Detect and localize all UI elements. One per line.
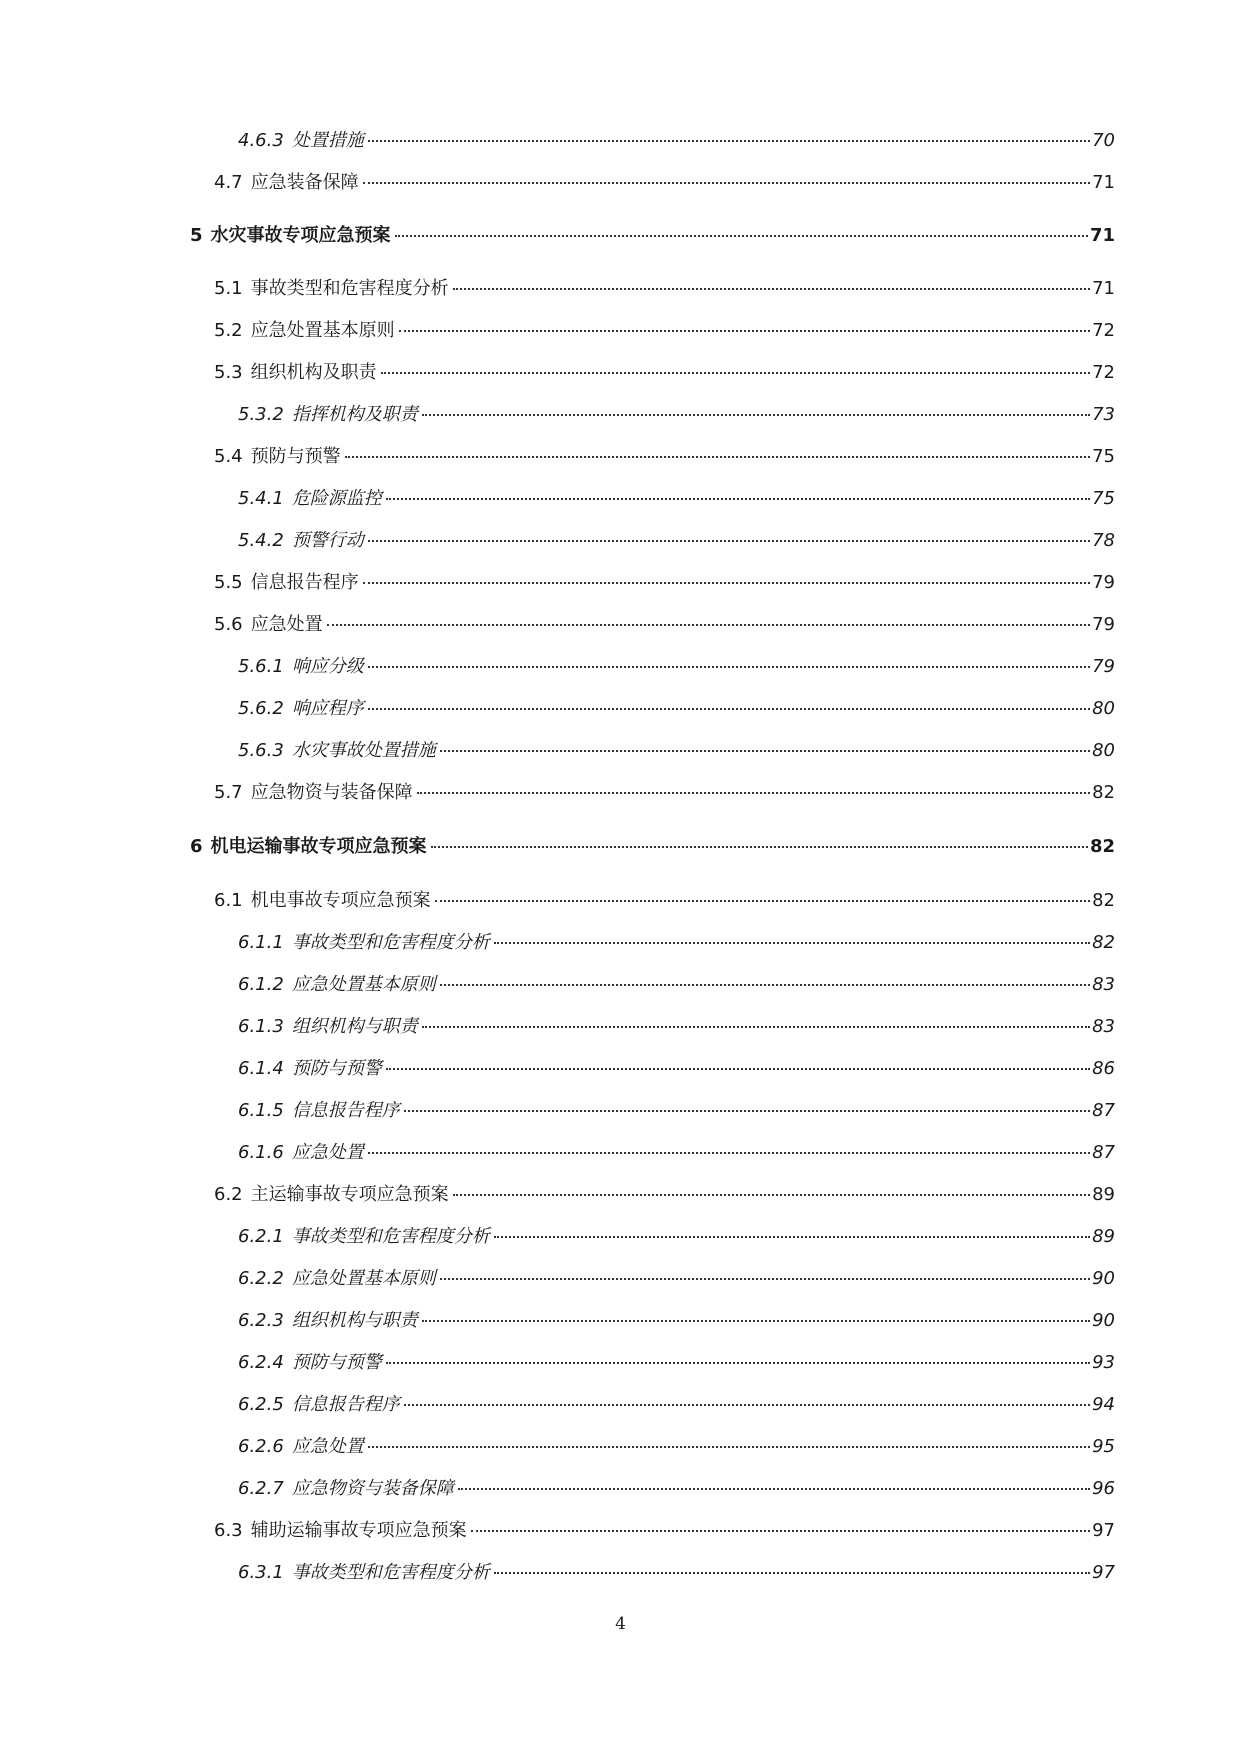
- toc-entry-title: 应急处置: [250, 614, 323, 635]
- toc-entry-number: 6.1.3: [238, 1016, 284, 1037]
- toc-entry-page: 72: [1092, 362, 1115, 383]
- toc-subsection-entry[interactable]: [238, 126, 1115, 156]
- toc-entry-page: 79: [1092, 572, 1115, 593]
- toc-entry-title: 事故类型和危害程度分析: [250, 278, 449, 299]
- toc-entry-number: 6.1.1: [238, 932, 284, 953]
- toc-section-entry[interactable]: [214, 1516, 1115, 1546]
- toc-subsection-entry[interactable]: [238, 1096, 1115, 1126]
- toc-entry-page: 87: [1092, 1142, 1115, 1163]
- toc-entry-title: 应急处置基本原则: [291, 974, 436, 995]
- toc-entry-number: 5.4.1: [238, 488, 284, 509]
- toc-entry-number: 6.1.4: [238, 1058, 284, 1079]
- toc-entry-page: 73: [1092, 404, 1115, 425]
- toc-entry-number: 5.5: [214, 572, 243, 593]
- toc-entry-page: 75: [1092, 446, 1115, 467]
- toc-section-entry[interactable]: [214, 778, 1115, 808]
- toc-entry-number: 6.2.2: [238, 1268, 284, 1289]
- toc-entry-number: 6.3: [214, 1520, 243, 1541]
- toc-dot-leader: [327, 623, 1090, 626]
- toc-dot-leader: [386, 1067, 1090, 1070]
- toc-entry-page: 97: [1092, 1520, 1115, 1541]
- toc-subsection-entry[interactable]: [238, 400, 1115, 430]
- toc-entry-number: 5.6.3: [238, 740, 284, 761]
- toc-entry-number: 6.3.1: [238, 1562, 284, 1583]
- toc-dot-leader: [368, 665, 1090, 668]
- toc-entry-number: 6.2.4: [238, 1352, 284, 1373]
- toc-entry-title: 辅助运输事故专项应急预案: [250, 1520, 467, 1541]
- toc-entry-number: 6.2.1: [238, 1226, 284, 1247]
- toc-entry-page: 82: [1092, 782, 1115, 803]
- toc-entry-number: 5.3: [214, 362, 243, 383]
- toc-entry-page: 86: [1092, 1058, 1115, 1079]
- toc-entry-number: 5.7: [214, 782, 243, 803]
- toc-entry-title: 机电事故专项应急预案: [250, 890, 431, 911]
- toc-entry-title: 水灾事故专项应急预案: [210, 225, 391, 246]
- toc-entry-number: 6.1.2: [238, 974, 284, 995]
- toc-section-entry[interactable]: [214, 886, 1115, 916]
- toc-entry-number: 5: [190, 225, 203, 246]
- toc-section-entry[interactable]: [214, 568, 1115, 598]
- toc-dot-leader: [363, 181, 1090, 184]
- toc-entry-number: 4.6.3: [238, 130, 284, 151]
- toc-subsection-entry[interactable]: [238, 652, 1115, 682]
- toc-dot-leader: [417, 791, 1090, 794]
- toc-dot-leader: [471, 1529, 1090, 1532]
- toc-entry-page: 70: [1092, 130, 1115, 151]
- toc-dot-leader: [453, 287, 1090, 290]
- toc-entry-title: 信息报告程序: [291, 1100, 400, 1121]
- toc-entry-number: 6.2.7: [238, 1478, 284, 1499]
- toc-subsection-entry[interactable]: [238, 484, 1115, 514]
- toc-dot-leader: [494, 941, 1090, 944]
- toc-dot-leader: [440, 983, 1090, 986]
- toc-entry-number: 5.6: [214, 614, 243, 635]
- toc-dot-leader: [494, 1235, 1090, 1238]
- toc-entry-page: 80: [1092, 698, 1115, 719]
- toc-entry-title: 组织机构与职责: [291, 1016, 418, 1037]
- toc-entry-page: 71: [1092, 172, 1115, 193]
- toc-entry-title: 组织机构与职责: [291, 1310, 418, 1331]
- toc-entry-page: 71: [1089, 225, 1115, 246]
- toc-entry-page: 82: [1089, 836, 1115, 857]
- toc-entry-number: 5.6.2: [238, 698, 284, 719]
- toc-entry-number: 5.1: [214, 278, 243, 299]
- toc-section-entry[interactable]: [214, 274, 1115, 304]
- toc-subsection-entry[interactable]: [238, 1432, 1115, 1462]
- toc-entry-title: 事故类型和危害程度分析: [291, 932, 490, 953]
- toc-entry-page: 90: [1092, 1310, 1115, 1331]
- toc-entry-number: 6: [190, 836, 203, 857]
- toc-dot-leader: [368, 1151, 1090, 1154]
- toc-dot-leader: [435, 899, 1090, 902]
- toc-dot-leader: [363, 581, 1090, 584]
- toc-subsection-entry[interactable]: [238, 1348, 1115, 1378]
- toc-subsection-entry[interactable]: [238, 1138, 1115, 1168]
- toc-entry-page: 89: [1092, 1226, 1115, 1247]
- toc-dot-leader: [368, 707, 1090, 710]
- toc-dot-leader: [422, 413, 1090, 416]
- toc-dot-leader: [345, 455, 1090, 458]
- toc-section-entry[interactable]: [214, 316, 1115, 346]
- toc-subsection-entry[interactable]: [238, 1222, 1115, 1252]
- toc-entry-page: 87: [1092, 1100, 1115, 1121]
- toc-dot-leader: [395, 234, 1088, 237]
- toc-entry-title: 组织机构及职责: [250, 362, 377, 383]
- toc-entry-title: 主运输事故专项应急预案: [250, 1184, 449, 1205]
- toc-entry-title: 应急处置基本原则: [291, 1268, 436, 1289]
- toc-dot-leader: [404, 1403, 1090, 1406]
- toc-entry-title: 应急物资与装备保障: [250, 782, 413, 803]
- toc-entry-page: 80: [1092, 740, 1115, 761]
- toc-dot-leader: [368, 539, 1090, 542]
- toc-entry-page: 82: [1092, 890, 1115, 911]
- toc-subsection-entry[interactable]: [238, 736, 1115, 766]
- toc-entry-title: 危险源监控: [291, 488, 382, 509]
- toc-chapter-entry[interactable]: [190, 832, 1115, 862]
- toc-dot-leader: [386, 497, 1090, 500]
- toc-dot-leader: [458, 1487, 1090, 1490]
- toc-subsection-entry[interactable]: [238, 1558, 1115, 1588]
- toc-entry-title: 事故类型和危害程度分析: [291, 1226, 490, 1247]
- toc-chapter-entry[interactable]: [190, 221, 1115, 251]
- toc-entry-page: 75: [1092, 488, 1115, 509]
- toc-entry-page: 95: [1092, 1436, 1115, 1457]
- toc-entry-number: 6.2.3: [238, 1310, 284, 1331]
- toc-entry-page: 97: [1092, 1562, 1115, 1583]
- toc-entry-number: 6.1.5: [238, 1100, 284, 1121]
- toc-entry-number: 6.2.6: [238, 1436, 284, 1457]
- toc-entry-number: 5.4: [214, 446, 243, 467]
- toc-entry-title: 处置措施: [291, 130, 364, 151]
- toc-entry-page: 96: [1092, 1478, 1115, 1499]
- toc-entry-title: 应急处置: [291, 1142, 364, 1163]
- toc-dot-leader: [368, 1445, 1090, 1448]
- toc-entry-number: 5.6.1: [238, 656, 284, 677]
- toc-subsection-entry[interactable]: [238, 1054, 1115, 1084]
- toc-subsection-entry[interactable]: [238, 1264, 1115, 1294]
- toc-section-entry[interactable]: [214, 168, 1115, 198]
- toc-dot-leader: [440, 1277, 1090, 1280]
- toc-entry-page: 90: [1092, 1268, 1115, 1289]
- toc-section-entry[interactable]: [214, 358, 1115, 388]
- toc-entry-title: 响应分级: [291, 656, 364, 677]
- toc-entry-number: 4.7: [214, 172, 243, 193]
- toc-entry-page: 79: [1092, 614, 1115, 635]
- toc-entry-title: 预防与预警: [291, 1352, 382, 1373]
- toc-entry-title: 事故类型和危害程度分析: [291, 1562, 490, 1583]
- toc-entry-page: 83: [1092, 974, 1115, 995]
- toc-entry-title: 应急处置: [291, 1436, 364, 1457]
- toc-subsection-entry[interactable]: [238, 928, 1115, 958]
- toc-entry-number: 6.1: [214, 890, 243, 911]
- toc-entry-title: 信息报告程序: [250, 572, 359, 593]
- toc-dot-leader: [494, 1571, 1090, 1574]
- toc-entry-page: 83: [1092, 1016, 1115, 1037]
- toc-section-entry[interactable]: [214, 1180, 1115, 1210]
- toc-entry-page: 72: [1092, 320, 1115, 341]
- page-number: 4: [615, 1614, 626, 1634]
- toc-subsection-entry[interactable]: [238, 1012, 1115, 1042]
- toc-entry-title: 应急物资与装备保障: [291, 1478, 454, 1499]
- toc-section-entry[interactable]: [214, 442, 1115, 472]
- toc-dot-leader: [422, 1319, 1090, 1322]
- toc-entry-page: 94: [1092, 1394, 1115, 1415]
- toc-entry-title: 应急装备保障: [250, 172, 359, 193]
- toc-subsection-entry[interactable]: [238, 1474, 1115, 1504]
- toc-entry-title: 预防与预警: [291, 1058, 382, 1079]
- toc-entry-page: 89: [1092, 1184, 1115, 1205]
- toc-entry-number: 5.4.2: [238, 530, 284, 551]
- toc-subsection-entry[interactable]: [238, 970, 1115, 1000]
- toc-subsection-entry[interactable]: [238, 1306, 1115, 1336]
- toc-entry-title: 响应程序: [291, 698, 364, 719]
- toc-entry-page: 93: [1092, 1352, 1115, 1373]
- toc-entry-title: 预防与预警: [250, 446, 341, 467]
- toc-dot-leader: [422, 1025, 1090, 1028]
- toc-entry-title: 信息报告程序: [291, 1394, 400, 1415]
- toc-entry-title: 机电运输事故专项应急预案: [210, 836, 427, 857]
- toc-entry-title: 预警行动: [291, 530, 364, 551]
- toc-dot-leader: [399, 329, 1090, 332]
- toc-entry-number: 5.3.2: [238, 404, 284, 425]
- toc-dot-leader: [368, 139, 1090, 142]
- toc-entry-title: 应急处置基本原则: [250, 320, 395, 341]
- toc-entry-page: 78: [1092, 530, 1115, 551]
- toc-section-entry[interactable]: [214, 610, 1115, 640]
- toc-subsection-entry[interactable]: [238, 1390, 1115, 1420]
- toc-dot-leader: [453, 1193, 1090, 1196]
- toc-dot-leader: [381, 371, 1090, 374]
- toc-entry-number: 5.2: [214, 320, 243, 341]
- toc-subsection-entry[interactable]: [238, 694, 1115, 724]
- toc-dot-leader: [440, 749, 1090, 752]
- toc-entry-number: 6.2.5: [238, 1394, 284, 1415]
- toc-dot-leader: [386, 1361, 1090, 1364]
- toc-dot-leader: [431, 845, 1088, 848]
- toc-dot-leader: [404, 1109, 1090, 1112]
- toc-entry-number: 6.1.6: [238, 1142, 284, 1163]
- toc-entry-title: 指挥机构及职责: [291, 404, 418, 425]
- toc-entry-page: 82: [1092, 932, 1115, 953]
- toc-entry-title: 水灾事故处置措施: [291, 740, 436, 761]
- toc-subsection-entry[interactable]: [238, 526, 1115, 556]
- toc-entry-page: 79: [1092, 656, 1115, 677]
- toc-entry-number: 6.2: [214, 1184, 243, 1205]
- toc-entry-page: 71: [1092, 278, 1115, 299]
